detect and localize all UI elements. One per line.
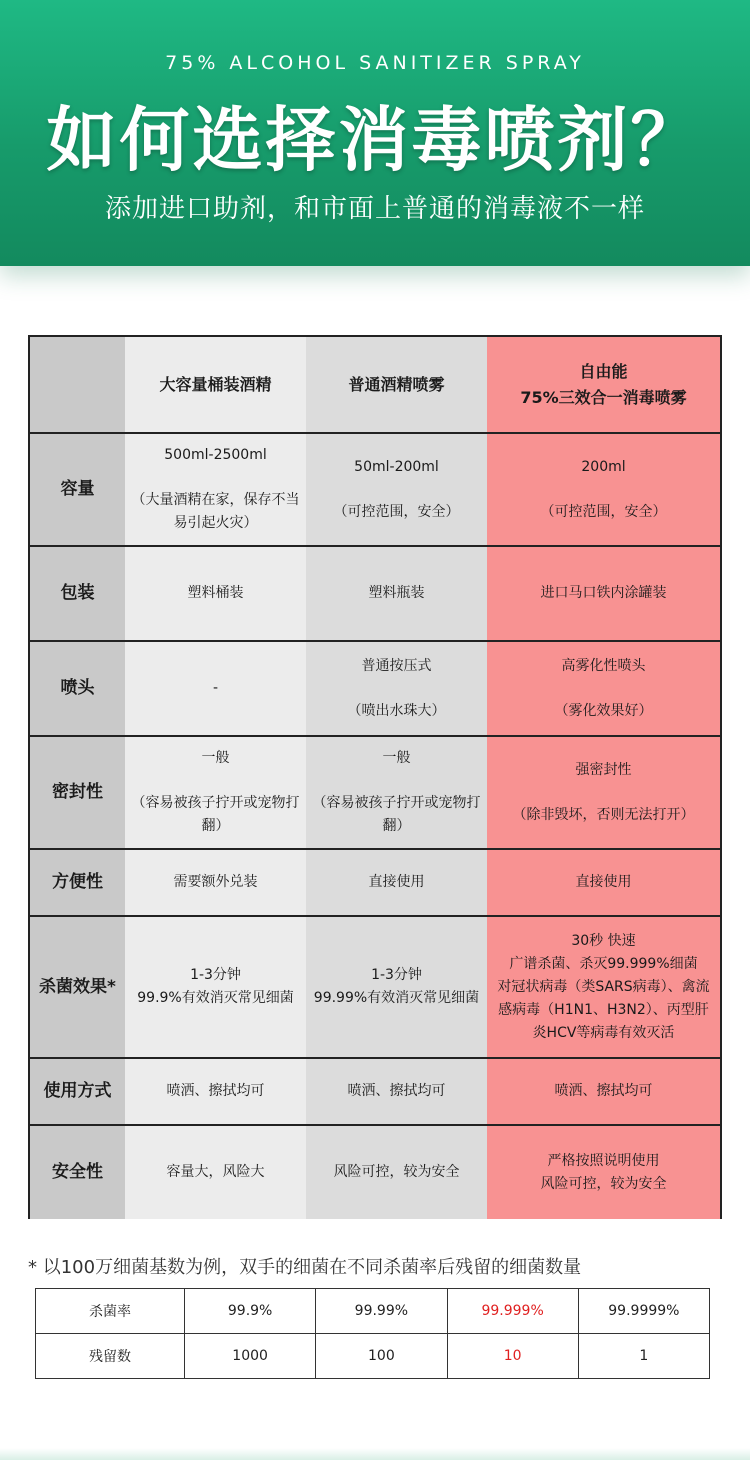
cell-line: 500ml-2500ml bbox=[164, 447, 267, 463]
table-cell bbox=[306, 917, 487, 1057]
header-banner bbox=[0, 0, 750, 266]
table-cell bbox=[487, 434, 720, 545]
cell-line: 直接使用 bbox=[575, 874, 632, 890]
cell-line: - bbox=[212, 680, 219, 696]
cell-line: 200ml bbox=[581, 458, 626, 475]
table-cell bbox=[125, 1059, 306, 1124]
cell-line: 塑料桶装 bbox=[187, 585, 244, 601]
table-cell bbox=[306, 737, 487, 848]
cell-line: 需要额外兑装 bbox=[173, 874, 258, 890]
cell-line: 直接使用 bbox=[368, 874, 425, 890]
table-row bbox=[30, 1124, 720, 1219]
cell-line: 99.99%有效消灭常见细菌 bbox=[313, 990, 480, 1006]
cell-line: 30秒 快速 bbox=[571, 932, 636, 949]
table-cell bbox=[125, 642, 306, 735]
page-title: 如何选择消毒喷剂？ bbox=[46, 99, 704, 181]
cell-line: （容易被孩子拧开或宠物打翻） bbox=[312, 795, 481, 834]
rate-label: 杀菌率 bbox=[36, 1289, 185, 1334]
table-cell bbox=[487, 1059, 720, 1124]
header-line: 普通酒精喷雾 bbox=[348, 374, 445, 394]
cell-line: 严格按照说明使用 bbox=[547, 1152, 660, 1169]
cell-line: 一般 bbox=[201, 750, 230, 766]
cell-line: 99.9%有效消灭常见细菌 bbox=[137, 990, 294, 1006]
column-header bbox=[125, 337, 306, 432]
residual-bacteria-table bbox=[35, 1288, 710, 1379]
count-cell: 1 bbox=[578, 1334, 709, 1379]
cell-line: （大量酒精在家，保存不当易引起火灾） bbox=[131, 492, 300, 531]
table-cell bbox=[487, 850, 720, 915]
table-row bbox=[36, 1334, 710, 1379]
cell-line: 普通按压式 bbox=[361, 657, 432, 674]
cell-line: 高雾化性喷头 bbox=[561, 657, 646, 674]
count-cell: 1000 bbox=[185, 1334, 316, 1379]
cell-line: （容易被孩子拧开或宠物打翻） bbox=[131, 795, 300, 834]
cell-line: （可控范围，安全） bbox=[540, 503, 667, 520]
table-row bbox=[30, 545, 720, 640]
english-subheading: 75% ALCOHOL SANITIZER SPRAY bbox=[165, 52, 585, 74]
table-cell bbox=[125, 1126, 306, 1219]
comparison-table bbox=[28, 335, 722, 1219]
row-label: 安全性 bbox=[30, 1126, 125, 1219]
table-row bbox=[30, 1057, 720, 1124]
table-row bbox=[30, 735, 720, 848]
cell-line: 强密封性 bbox=[575, 761, 632, 778]
header-line: 自由能 bbox=[579, 361, 628, 381]
page-subtitle: 添加进口助剂，和市面上普通的消毒液不一样 bbox=[104, 194, 645, 224]
table-cell bbox=[125, 737, 306, 848]
table-header-row bbox=[30, 337, 720, 432]
cell-line: 喷洒、擦拭均可 bbox=[347, 1083, 446, 1099]
cell-line: 1-3分钟 bbox=[190, 967, 241, 983]
table-cell bbox=[306, 1126, 487, 1219]
cell-line: 对冠状病毒（类SARS病毒）、禽流感病毒（H1N1、H3N2）、丙型肝炎HCV等病毒有效灭活 bbox=[497, 978, 710, 1041]
row-label: 容量 bbox=[30, 434, 125, 545]
cell-line: 塑料瓶装 bbox=[368, 585, 425, 601]
cell-line: （喷出水珠大） bbox=[347, 702, 446, 719]
table-cell bbox=[125, 917, 306, 1057]
row-label: 方便性 bbox=[30, 850, 125, 915]
table-row bbox=[30, 432, 720, 545]
column-header bbox=[487, 337, 720, 432]
table-cell bbox=[306, 434, 487, 545]
table-cell bbox=[487, 642, 720, 735]
rate-cell-highlight: 99.999% bbox=[447, 1289, 578, 1334]
cell-line: 喷洒、擦拭均可 bbox=[554, 1083, 653, 1099]
column-header bbox=[30, 337, 125, 432]
cell-line: 风险可控，较为安全 bbox=[333, 1164, 460, 1180]
row-label: 密封性 bbox=[30, 737, 125, 848]
table-cell bbox=[306, 642, 487, 735]
column-header bbox=[306, 337, 487, 432]
table-row bbox=[30, 848, 720, 915]
cell-line: （可控范围，安全） bbox=[333, 503, 460, 520]
rate-cell: 99.99% bbox=[316, 1289, 447, 1334]
table-cell bbox=[487, 737, 720, 848]
count-label: 残留数 bbox=[36, 1334, 185, 1379]
table-cell bbox=[125, 434, 306, 545]
table-row bbox=[36, 1289, 710, 1334]
cell-line: （雾化效果好） bbox=[554, 702, 653, 719]
table-cell bbox=[306, 850, 487, 915]
cell-line: 50ml-200ml bbox=[354, 458, 439, 475]
footnote: * 以100万细菌基数为例，双手的细菌在不同杀菌率后残留的细菌数量 bbox=[28, 1257, 582, 1278]
header-line: 75%三效合一消毒喷雾 bbox=[520, 387, 687, 407]
rate-cell: 99.9999% bbox=[578, 1289, 709, 1334]
row-label: 喷头 bbox=[30, 642, 125, 735]
count-cell: 100 bbox=[316, 1334, 447, 1379]
table-cell bbox=[487, 547, 720, 640]
cell-line: 一般 bbox=[382, 750, 411, 766]
cell-line: （除非毁坏，否则无法打开） bbox=[512, 806, 695, 823]
table-cell bbox=[125, 547, 306, 640]
table-cell bbox=[487, 1126, 720, 1219]
cell-line: 广谱杀菌、杀灭99.999%细菌 bbox=[509, 955, 698, 972]
table-row bbox=[30, 915, 720, 1057]
row-label: 杀菌效果* bbox=[30, 917, 125, 1057]
table-cell bbox=[487, 917, 720, 1057]
count-cell-highlight: 10 bbox=[447, 1334, 578, 1379]
cell-line: 进口马口铁内涂罐装 bbox=[540, 585, 667, 601]
footer-bar bbox=[0, 1448, 750, 1460]
table-cell bbox=[306, 547, 487, 640]
table-cell bbox=[125, 850, 306, 915]
cell-line: 风险可控，较为安全 bbox=[540, 1175, 667, 1192]
row-label: 使用方式 bbox=[30, 1059, 125, 1124]
cell-line: 1-3分钟 bbox=[371, 967, 422, 983]
row-label: 包装 bbox=[30, 547, 125, 640]
rate-cell: 99.9% bbox=[185, 1289, 316, 1334]
header-line: 大容量桶装酒精 bbox=[159, 374, 272, 394]
table-row bbox=[30, 640, 720, 735]
cell-line: 喷洒、擦拭均可 bbox=[166, 1083, 265, 1099]
table-cell bbox=[306, 1059, 487, 1124]
cell-line: 容量大，风险大 bbox=[166, 1164, 265, 1180]
